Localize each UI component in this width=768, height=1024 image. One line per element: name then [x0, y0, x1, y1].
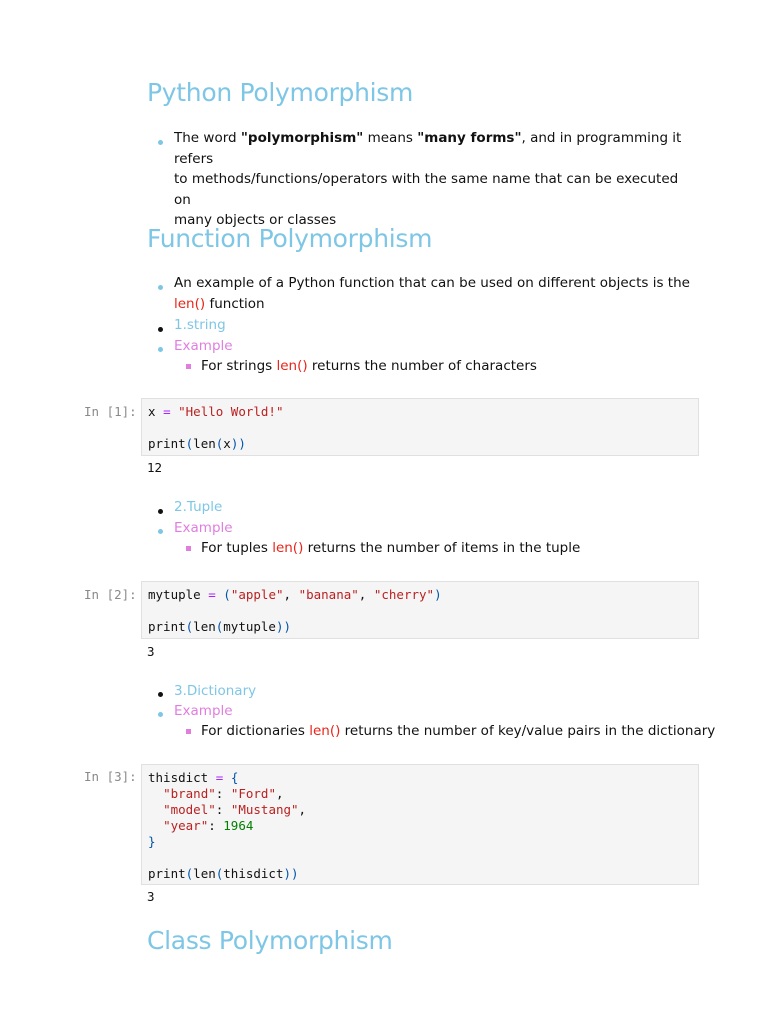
cell-prompt: In [1]:: [84, 404, 137, 419]
code-text: thisdict = { "brand": "Ford", "model": "Mustang", "year": 1964 } print(len(thisdict)): [148, 770, 307, 881]
code-text: x = "Hello World!" print(len(x)): [148, 404, 284, 451]
square-bullet-icon: [186, 546, 191, 551]
bullet-icon: [158, 692, 163, 697]
bullet-icon: [158, 347, 163, 352]
code-cell[interactable]: [141, 764, 699, 885]
bullet-icon: [158, 140, 163, 145]
heading-python-polymorphism: Python Polymorphism: [147, 78, 414, 107]
code-cell[interactable]: [141, 398, 699, 456]
example-label: Example: [174, 703, 233, 719]
function-intro: An example of a Python function that can be used on different objects is the len() function: [174, 275, 690, 312]
bullet-icon: [158, 509, 163, 514]
cell-output: 3: [147, 889, 155, 904]
bullet-icon: [158, 285, 163, 290]
list-item-string: 1.string: [174, 317, 226, 333]
cell-prompt: In [3]:: [84, 769, 137, 784]
square-bullet-icon: [186, 364, 191, 369]
cell-output: 12: [147, 460, 163, 475]
intro-paragraph: The word "polymorphism" means "many forms", and in programming it refers to methods/functions/operators with the same name that can be executed on many objects or classes: [174, 130, 682, 228]
example-description: For tuples len() returns the number of items in the tuple: [201, 540, 581, 556]
example-label: Example: [174, 338, 233, 354]
code-cell[interactable]: [141, 581, 699, 639]
square-bullet-icon: [186, 729, 191, 734]
example-description: For strings len() returns the number of characters: [201, 358, 537, 374]
bullet-icon: [158, 529, 163, 534]
list-item-dictionary: 3.Dictionary: [174, 683, 257, 699]
heading-class-polymorphism: Class Polymorphism: [147, 926, 393, 955]
bullet-icon: [158, 712, 163, 717]
example-label: Example: [174, 520, 233, 536]
heading-function-polymorphism: Function Polymorphism: [147, 224, 433, 253]
example-description: For dictionaries len() returns the number of key/value pairs in the dictionary: [201, 723, 716, 739]
cell-prompt: In [2]:: [84, 587, 137, 602]
bullet-icon: [158, 327, 163, 332]
code-text: mytuple = ("apple", "banana", "cherry") print(len(mytuple)): [148, 587, 442, 634]
list-item-tuple: 2.Tuple: [174, 499, 223, 515]
cell-output: 3: [147, 644, 155, 659]
